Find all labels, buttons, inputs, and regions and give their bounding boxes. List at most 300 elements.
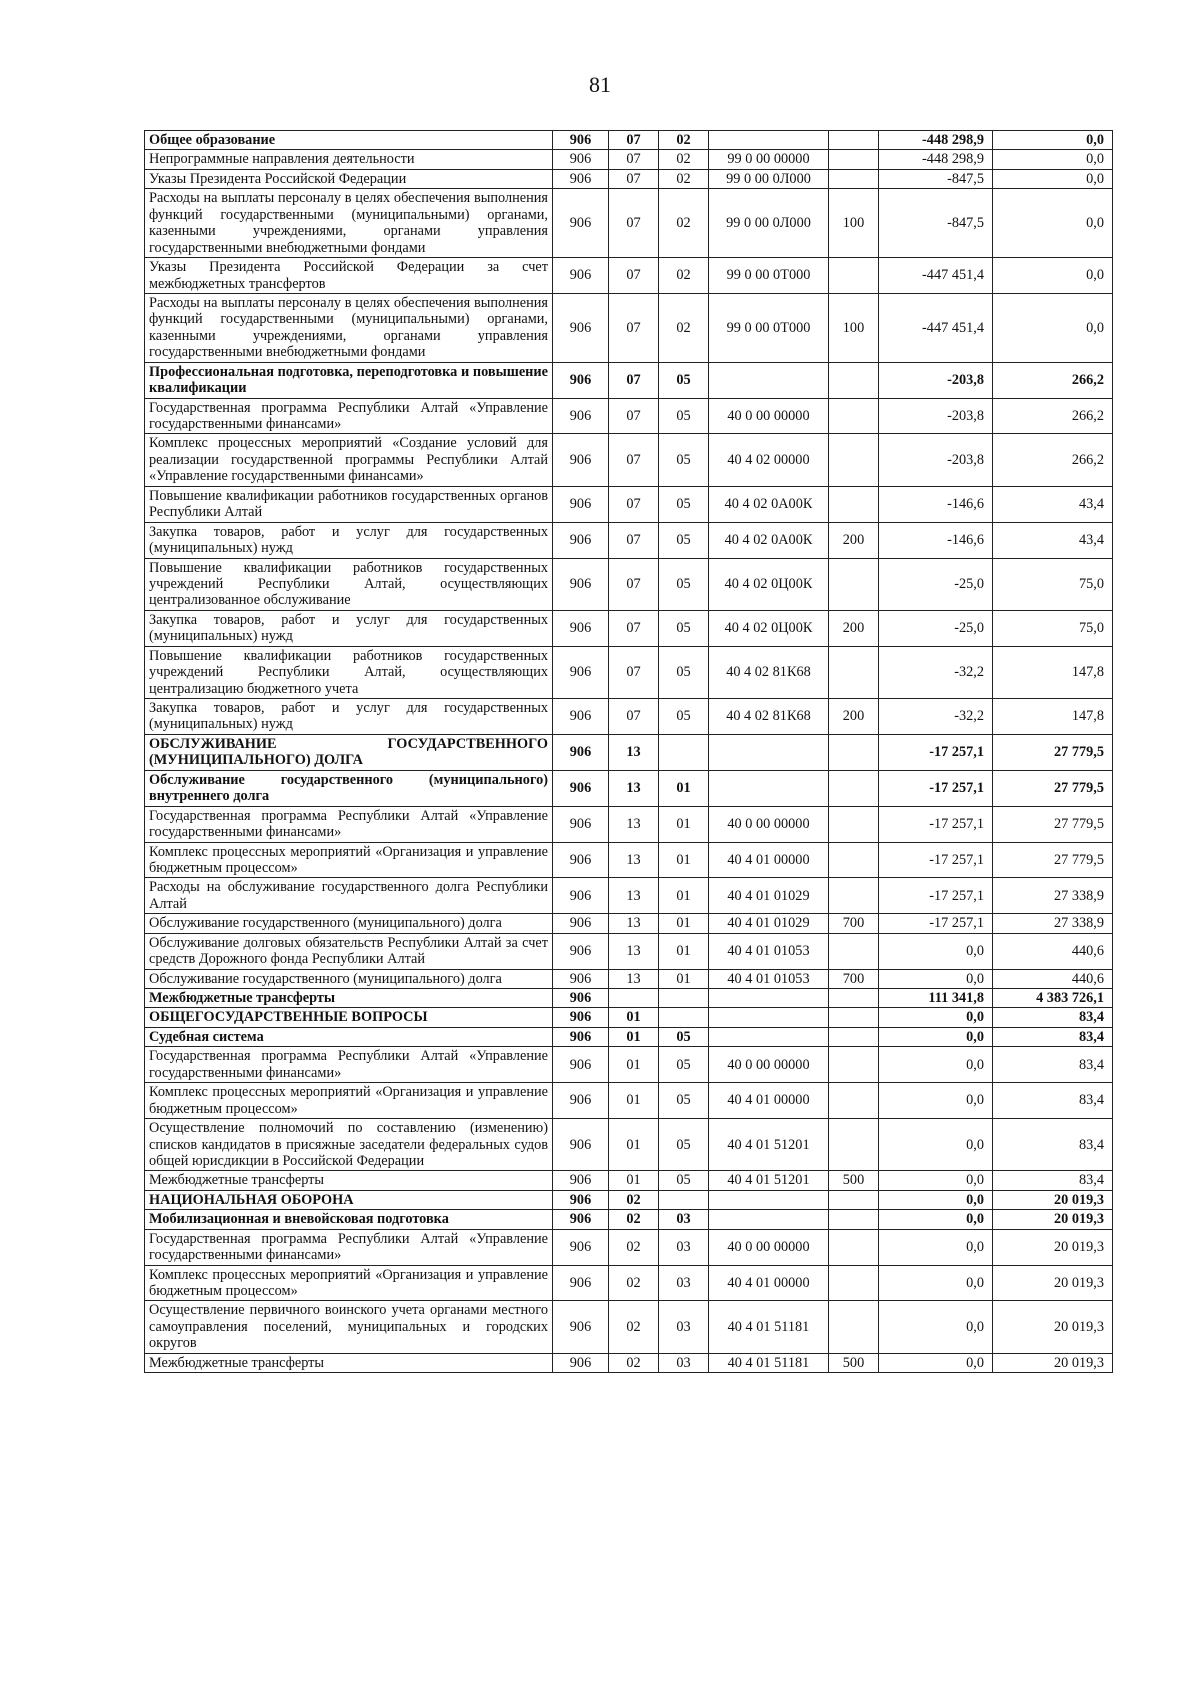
section-code: 07	[609, 610, 659, 646]
expense-type-code: 700	[829, 914, 879, 933]
amount-total: 83,4	[993, 1171, 1113, 1190]
row-name: Мобилизационная и вневойсковая подготовка	[145, 1210, 553, 1229]
expense-type-code	[829, 434, 879, 486]
table-row	[145, 969, 1113, 988]
amount-total: 20 019,3	[993, 1265, 1113, 1301]
expense-type-code	[829, 1265, 879, 1301]
subsection-code: 01	[659, 878, 709, 914]
amount-change: -447 451,4	[879, 293, 993, 362]
table-row	[145, 1083, 1113, 1119]
section-code: 07	[609, 169, 659, 188]
table-row	[145, 1171, 1113, 1190]
subsection-code: 05	[659, 362, 709, 398]
amount-total: 83,4	[993, 1008, 1113, 1027]
table-row	[145, 989, 1113, 1008]
table-row	[145, 1027, 1113, 1046]
department-code: 906	[553, 1171, 609, 1190]
department-code: 906	[553, 1119, 609, 1171]
target-article-code: 99 0 00 0Л000	[709, 169, 829, 188]
subsection-code: 03	[659, 1265, 709, 1301]
subsection-code: 05	[659, 1083, 709, 1119]
row-name: Указы Президента Российской Федерации	[145, 169, 553, 188]
row-name: Межбюджетные трансферты	[145, 989, 553, 1008]
table-row	[145, 258, 1113, 294]
target-article-code: 40 4 02 0А00К	[709, 522, 829, 558]
row-name: Обслуживание государственного (муниципального) долга	[145, 914, 553, 933]
subsection-code: 02	[659, 258, 709, 294]
target-article-code: 40 4 01 00000	[709, 1265, 829, 1301]
section-code	[609, 989, 659, 1008]
table-row	[145, 434, 1113, 486]
row-name: Государственная программа Республики Алтай «Управление государственными финансами»	[145, 398, 553, 434]
department-code: 906	[553, 558, 609, 610]
target-article-code: 40 4 02 81К68	[709, 699, 829, 735]
department-code: 906	[553, 131, 609, 150]
amount-change: -448 298,9	[879, 131, 993, 150]
expense-type-code: 500	[829, 1353, 879, 1372]
amount-change: 0,0	[879, 1301, 993, 1353]
section-code: 01	[609, 1008, 659, 1027]
amount-total: 0,0	[993, 293, 1113, 362]
amount-change: -17 257,1	[879, 806, 993, 842]
amount-total: 75,0	[993, 610, 1113, 646]
amount-total: 266,2	[993, 362, 1113, 398]
table-row	[145, 558, 1113, 610]
department-code: 906	[553, 842, 609, 878]
amount-total: 83,4	[993, 1119, 1113, 1171]
department-code: 906	[553, 486, 609, 522]
amount-total: 266,2	[993, 398, 1113, 434]
expense-type-code	[829, 362, 879, 398]
subsection-code: 01	[659, 933, 709, 969]
expense-type-code	[829, 1229, 879, 1265]
subsection-code: 01	[659, 842, 709, 878]
amount-total: 20 019,3	[993, 1210, 1113, 1229]
department-code: 906	[553, 1353, 609, 1372]
subsection-code: 05	[659, 486, 709, 522]
section-code: 13	[609, 933, 659, 969]
expense-type-code	[829, 486, 879, 522]
table-row	[145, 914, 1113, 933]
expense-type-code	[829, 933, 879, 969]
expense-type-code	[829, 1047, 879, 1083]
row-name: Обслуживание государственного (муниципального) долга	[145, 969, 553, 988]
department-code: 906	[553, 1190, 609, 1209]
amount-change: 0,0	[879, 1083, 993, 1119]
row-name: Обслуживание долговых обязательств Республики Алтай за счет средств Дорожного фонда Республики Алтай	[145, 933, 553, 969]
department-code: 906	[553, 1229, 609, 1265]
amount-total: 147,8	[993, 699, 1113, 735]
section-code: 02	[609, 1190, 659, 1209]
expense-type-code	[829, 878, 879, 914]
department-code: 906	[553, 398, 609, 434]
amount-change: 0,0	[879, 1047, 993, 1083]
expense-type-code	[829, 1008, 879, 1027]
amount-change: -203,8	[879, 362, 993, 398]
section-code: 13	[609, 914, 659, 933]
department-code: 906	[553, 1083, 609, 1119]
subsection-code	[659, 1190, 709, 1209]
amount-change: -17 257,1	[879, 734, 993, 770]
row-name: Повышение квалификации работников государственных учреждений Республики Алтай, осуществляющих централизацию бюджетного учета	[145, 646, 553, 698]
target-article-code: 99 0 00 0Л000	[709, 189, 829, 258]
row-name: Комплекс процессных мероприятий «Создание условий для реализации государственной программы Республики Алтай «Управление государственными финансами»	[145, 434, 553, 486]
row-name: Судебная система	[145, 1027, 553, 1046]
section-code: 07	[609, 646, 659, 698]
expense-type-code	[829, 1190, 879, 1209]
row-name: Государственная программа Республики Алтай «Управление государственными финансами»	[145, 806, 553, 842]
section-code: 02	[609, 1301, 659, 1353]
amount-total: 20 019,3	[993, 1353, 1113, 1372]
expense-type-code	[829, 1027, 879, 1046]
subsection-code	[659, 734, 709, 770]
table-row	[145, 933, 1113, 969]
amount-change: -448 298,9	[879, 150, 993, 169]
expense-type-code	[829, 258, 879, 294]
amount-change: 0,0	[879, 1353, 993, 1372]
table-row	[145, 293, 1113, 362]
expense-type-code: 100	[829, 293, 879, 362]
row-name: Расходы на выплаты персоналу в целях обеспечения выполнения функций государственными (муниципальными) органами, казенными учреждениями, органами управления государственными внебюджетными фондами	[145, 189, 553, 258]
subsection-code: 02	[659, 150, 709, 169]
table-row	[145, 150, 1113, 169]
section-code: 07	[609, 150, 659, 169]
amount-total: 4 383 726,1	[993, 989, 1113, 1008]
target-article-code: 40 4 01 01029	[709, 914, 829, 933]
amount-total: 83,4	[993, 1047, 1113, 1083]
subsection-code: 01	[659, 806, 709, 842]
expense-type-code	[829, 734, 879, 770]
expense-type-code	[829, 806, 879, 842]
row-name: Межбюджетные трансферты	[145, 1171, 553, 1190]
section-code: 02	[609, 1265, 659, 1301]
amount-total: 27 779,5	[993, 806, 1113, 842]
table-row	[145, 189, 1113, 258]
target-article-code: 40 4 02 0Ц00К	[709, 610, 829, 646]
section-code: 01	[609, 1027, 659, 1046]
table-row	[145, 1119, 1113, 1171]
expense-type-code	[829, 150, 879, 169]
subsection-code: 02	[659, 293, 709, 362]
target-article-code	[709, 1027, 829, 1046]
subsection-code: 05	[659, 522, 709, 558]
department-code: 906	[553, 969, 609, 988]
amount-change: 0,0	[879, 1027, 993, 1046]
table-row	[145, 1229, 1113, 1265]
department-code: 906	[553, 522, 609, 558]
amount-change: -17 257,1	[879, 842, 993, 878]
section-code: 07	[609, 131, 659, 150]
section-code: 13	[609, 969, 659, 988]
table-row	[145, 1353, 1113, 1372]
section-code: 07	[609, 434, 659, 486]
row-name: Непрограммные направления деятельности	[145, 150, 553, 169]
table-row	[145, 1047, 1113, 1083]
section-code: 07	[609, 522, 659, 558]
subsection-code: 05	[659, 1171, 709, 1190]
subsection-code: 03	[659, 1301, 709, 1353]
section-code: 02	[609, 1353, 659, 1372]
department-code: 906	[553, 734, 609, 770]
department-code: 906	[553, 258, 609, 294]
expense-type-code	[829, 770, 879, 806]
subsection-code	[659, 1008, 709, 1027]
department-code: 906	[553, 1047, 609, 1083]
table-row	[145, 1265, 1113, 1301]
table-row	[145, 1301, 1113, 1353]
amount-change: 0,0	[879, 1265, 993, 1301]
amount-total: 27 338,9	[993, 914, 1113, 933]
expense-type-code	[829, 1210, 879, 1229]
department-code: 906	[553, 1027, 609, 1046]
expense-type-code	[829, 646, 879, 698]
target-article-code: 40 4 01 51201	[709, 1171, 829, 1190]
table-row	[145, 1008, 1113, 1027]
subsection-code: 05	[659, 1027, 709, 1046]
department-code: 906	[553, 610, 609, 646]
row-name: ОБСЛУЖИВАНИЕ ГОСУДАРСТВЕННОГО (МУНИЦИПАЛЬНОГО) ДОЛГА	[145, 734, 553, 770]
target-article-code: 40 0 00 00000	[709, 1047, 829, 1083]
subsection-code: 01	[659, 969, 709, 988]
target-article-code	[709, 131, 829, 150]
target-article-code: 40 4 02 0А00К	[709, 486, 829, 522]
section-code: 02	[609, 1229, 659, 1265]
amount-change: 0,0	[879, 933, 993, 969]
section-code: 07	[609, 293, 659, 362]
amount-total: 20 019,3	[993, 1190, 1113, 1209]
section-code: 13	[609, 770, 659, 806]
target-article-code: 40 0 00 00000	[709, 806, 829, 842]
section-code: 07	[609, 699, 659, 735]
target-article-code	[709, 362, 829, 398]
row-name: Общее образование	[145, 131, 553, 150]
amount-total: 27 779,5	[993, 842, 1113, 878]
department-code: 906	[553, 646, 609, 698]
department-code: 906	[553, 362, 609, 398]
department-code: 906	[553, 189, 609, 258]
row-name: Обслуживание государственного (муниципального) внутреннего долга	[145, 770, 553, 806]
target-article-code: 99 0 00 0Т000	[709, 258, 829, 294]
target-article-code: 40 4 02 81К68	[709, 646, 829, 698]
table-row	[145, 770, 1113, 806]
table-row	[145, 878, 1113, 914]
row-name: Государственная программа Республики Алтай «Управление государственными финансами»	[145, 1047, 553, 1083]
page-number: 81	[589, 72, 611, 97]
subsection-code: 01	[659, 914, 709, 933]
expense-type-code	[829, 842, 879, 878]
amount-total: 147,8	[993, 646, 1113, 698]
row-name: Комплекс процессных мероприятий «Организация и управление бюджетным процессом»	[145, 1083, 553, 1119]
amount-total: 20 019,3	[993, 1301, 1113, 1353]
amount-total: 440,6	[993, 933, 1113, 969]
target-article-code	[709, 1190, 829, 1209]
amount-total: 43,4	[993, 486, 1113, 522]
row-name: Комплекс процессных мероприятий «Организация и управление бюджетным процессом»	[145, 842, 553, 878]
expense-type-code: 500	[829, 1171, 879, 1190]
amount-change: -32,2	[879, 646, 993, 698]
table-row	[145, 1210, 1113, 1229]
amount-change: -17 257,1	[879, 914, 993, 933]
department-code: 906	[553, 1301, 609, 1353]
department-code: 906	[553, 770, 609, 806]
budget-table-body	[145, 131, 1113, 1373]
amount-total: 440,6	[993, 969, 1113, 988]
amount-change: 0,0	[879, 1008, 993, 1027]
amount-total: 20 019,3	[993, 1229, 1113, 1265]
target-article-code: 40 4 01 51181	[709, 1301, 829, 1353]
amount-change: -447 451,4	[879, 258, 993, 294]
amount-total: 27 779,5	[993, 734, 1113, 770]
amount-change: 0,0	[879, 1229, 993, 1265]
expense-type-code	[829, 169, 879, 188]
department-code: 906	[553, 1265, 609, 1301]
amount-total: 43,4	[993, 522, 1113, 558]
row-name: Осуществление полномочий по составлению (изменению) списков кандидатов в присяжные заседатели федеральных судов общей юрисдикции в Российской Федерации	[145, 1119, 553, 1171]
row-name: Повышение квалификации работников государственных органов Республики Алтай	[145, 486, 553, 522]
row-name: Расходы на выплаты персоналу в целях обеспечения выполнения функций государственными (муниципальными) органами, казенными учреждениями, органами управления государственными внебюджетными фондами	[145, 293, 553, 362]
amount-total: 83,4	[993, 1027, 1113, 1046]
table-row	[145, 610, 1113, 646]
department-code: 906	[553, 989, 609, 1008]
department-code: 906	[553, 914, 609, 933]
target-article-code	[709, 770, 829, 806]
amount-change: -25,0	[879, 558, 993, 610]
amount-change: 0,0	[879, 1171, 993, 1190]
target-article-code: 40 4 01 01053	[709, 933, 829, 969]
target-article-code: 40 4 01 01053	[709, 969, 829, 988]
subsection-code	[659, 989, 709, 1008]
target-article-code: 40 4 02 00000	[709, 434, 829, 486]
row-name: Государственная программа Республики Алтай «Управление государственными финансами»	[145, 1229, 553, 1265]
target-article-code: 40 4 01 01029	[709, 878, 829, 914]
section-code: 02	[609, 1210, 659, 1229]
target-article-code	[709, 734, 829, 770]
department-code: 906	[553, 150, 609, 169]
amount-change: -32,2	[879, 699, 993, 735]
target-article-code: 40 4 01 51201	[709, 1119, 829, 1171]
table-row	[145, 842, 1113, 878]
target-article-code: 40 0 00 00000	[709, 1229, 829, 1265]
row-name: Профессиональная подготовка, переподготовка и повышение квалификации	[145, 362, 553, 398]
subsection-code: 05	[659, 610, 709, 646]
amount-total: 75,0	[993, 558, 1113, 610]
subsection-code: 03	[659, 1210, 709, 1229]
row-name: Расходы на обслуживание государственного долга Республики Алтай	[145, 878, 553, 914]
subsection-code: 05	[659, 1047, 709, 1083]
row-name: Закупка товаров, работ и услуг для государственных (муниципальных) нужд	[145, 522, 553, 558]
row-name: Осуществление первичного воинского учета органами местного самоуправления поселений, муниципальных и городских округов	[145, 1301, 553, 1353]
section-code: 07	[609, 258, 659, 294]
department-code: 906	[553, 878, 609, 914]
section-code: 13	[609, 806, 659, 842]
subsection-code: 05	[659, 558, 709, 610]
amount-total: 0,0	[993, 189, 1113, 258]
department-code: 906	[553, 1210, 609, 1229]
expense-type-code	[829, 989, 879, 1008]
subsection-code: 05	[659, 398, 709, 434]
amount-change: 111 341,8	[879, 989, 993, 1008]
budget-table	[144, 130, 1113, 1373]
expense-type-code: 700	[829, 969, 879, 988]
subsection-code: 03	[659, 1229, 709, 1265]
target-article-code: 40 4 01 00000	[709, 842, 829, 878]
target-article-code: 40 4 01 00000	[709, 1083, 829, 1119]
subsection-code: 03	[659, 1353, 709, 1372]
table-row	[145, 362, 1113, 398]
table-row	[145, 131, 1113, 150]
subsection-code: 02	[659, 131, 709, 150]
department-code: 906	[553, 699, 609, 735]
amount-change: -17 257,1	[879, 770, 993, 806]
expense-type-code: 100	[829, 189, 879, 258]
target-article-code	[709, 989, 829, 1008]
subsection-code: 05	[659, 434, 709, 486]
target-article-code: 40 4 01 51181	[709, 1353, 829, 1372]
target-article-code: 99 0 00 00000	[709, 150, 829, 169]
target-article-code: 99 0 00 0Т000	[709, 293, 829, 362]
target-article-code	[709, 1210, 829, 1229]
section-code: 07	[609, 486, 659, 522]
department-code: 906	[553, 933, 609, 969]
amount-change: 0,0	[879, 1190, 993, 1209]
amount-change: -847,5	[879, 169, 993, 188]
section-code: 01	[609, 1119, 659, 1171]
amount-total: 0,0	[993, 131, 1113, 150]
amount-change: 0,0	[879, 1119, 993, 1171]
amount-change: 0,0	[879, 969, 993, 988]
expense-type-code	[829, 1083, 879, 1119]
table-row	[145, 522, 1113, 558]
amount-total: 27 779,5	[993, 770, 1113, 806]
row-name: ОБЩЕГОСУДАРСТВЕННЫЕ ВОПРОСЫ	[145, 1008, 553, 1027]
subsection-code: 01	[659, 770, 709, 806]
amount-total: 266,2	[993, 434, 1113, 486]
subsection-code: 05	[659, 646, 709, 698]
row-name: Межбюджетные трансферты	[145, 1353, 553, 1372]
table-row	[145, 398, 1113, 434]
amount-change: 0,0	[879, 1210, 993, 1229]
expense-type-code	[829, 398, 879, 434]
section-code: 07	[609, 362, 659, 398]
row-name: Закупка товаров, работ и услуг для государственных (муниципальных) нужд	[145, 610, 553, 646]
expense-type-code: 200	[829, 522, 879, 558]
table-row	[145, 486, 1113, 522]
table-row	[145, 734, 1113, 770]
section-code: 13	[609, 734, 659, 770]
amount-total: 0,0	[993, 150, 1113, 169]
amount-change: -17 257,1	[879, 878, 993, 914]
section-code: 01	[609, 1047, 659, 1083]
target-article-code: 40 0 00 00000	[709, 398, 829, 434]
amount-change: -203,8	[879, 434, 993, 486]
expense-type-code: 200	[829, 699, 879, 735]
target-article-code: 40 4 02 0Ц00К	[709, 558, 829, 610]
amount-change: -203,8	[879, 398, 993, 434]
table-row	[145, 699, 1113, 735]
amount-total: 0,0	[993, 169, 1113, 188]
subsection-code: 05	[659, 1119, 709, 1171]
expense-type-code	[829, 558, 879, 610]
expense-type-code	[829, 1301, 879, 1353]
section-code: 07	[609, 398, 659, 434]
amount-change: -25,0	[879, 610, 993, 646]
department-code: 906	[553, 169, 609, 188]
section-code: 07	[609, 558, 659, 610]
department-code: 906	[553, 1008, 609, 1027]
amount-change: -146,6	[879, 522, 993, 558]
department-code: 906	[553, 434, 609, 486]
section-code: 13	[609, 878, 659, 914]
